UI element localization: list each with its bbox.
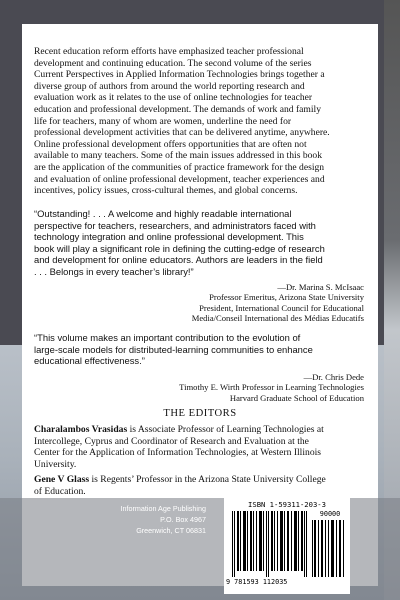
editor-bio-line: Intercollege, Cyprus and Coordinator of Research and Evaluation at the bbox=[34, 435, 309, 447]
editor-bio-line: Charalambos Vrasidas is Associate Professor of Learning Technologies at bbox=[34, 424, 324, 435]
endorsement-quote-line: technology integration and online professional development. This bbox=[34, 231, 304, 243]
isbn-label: ISBN 1-59311-203-3 bbox=[248, 500, 326, 509]
ean-digits: 9 781593 112035 bbox=[226, 578, 288, 586]
endorsement-quote-line: perspective for teachers, researchers, and administrators faced with bbox=[34, 219, 316, 231]
endorsement-quote-line: book will play a significant role in defining the cutting-edge of research bbox=[34, 242, 325, 254]
publisher-city: Greenwich, CT 06831 bbox=[136, 526, 206, 535]
ean-barcode-bars bbox=[232, 511, 308, 577]
publisher-po-box: P.O. Box 4967 bbox=[160, 515, 206, 524]
endorsement-quote-line: large-scale models for distributed-learning communities to enhance bbox=[34, 343, 313, 355]
editor-name: Charalambos Vrasidas bbox=[34, 424, 128, 435]
quote-attribution-line: Professor Emeritus, Arizona State University bbox=[209, 292, 364, 303]
blurb-line: incentives, policy issues, cross-cultural themes, and global concerns. bbox=[34, 185, 298, 197]
quote-attribution-line: Timothy E. Wirth Professor in Learning Technologies bbox=[179, 382, 364, 393]
publisher-name: Information Age Publishing bbox=[120, 504, 206, 513]
quote-attribution-line: President, International Council for Educational bbox=[199, 302, 364, 313]
blurb-line: available to many teachers. Some of the main issues addressed in this book bbox=[34, 150, 323, 162]
blurb-line: evaluation work as it relates to the use of online technologies for teacher bbox=[34, 92, 313, 104]
quote-attribution-line: Harvard Graduate School of Education bbox=[229, 392, 364, 403]
blurb-line: Current Perspectives in Applied Information Technologies brings together a bbox=[34, 69, 325, 81]
editor-bio-line: University. bbox=[34, 458, 77, 470]
blurb-line: education and professional development. The demands of work and family bbox=[34, 104, 322, 115]
blurb-line: are the application of the communities of practice framework for the design bbox=[34, 162, 325, 173]
blurb-line: development and continuing education. The second volume of the series bbox=[34, 57, 312, 69]
blurb-line: Recent education reform efforts have emphasized teacher professional bbox=[34, 46, 304, 57]
blurb-line: Online professional development offers opportunities that are often not bbox=[34, 138, 307, 150]
quote-attribution-line: —Dr. Marina S. McIsaac bbox=[277, 282, 364, 292]
endorsement-quote-line: and development for online educators. Authors are leaders in the field bbox=[34, 254, 323, 266]
price-addon-bars bbox=[312, 520, 346, 577]
blurb-line: professional development activities that can be delivered anytime, anywhere. bbox=[34, 127, 330, 139]
endorsement-quote-line: “Outstanding! . . . A welcome and highly readable international bbox=[34, 208, 292, 219]
blurb-line: diverse group of authors from around the world reporting research and bbox=[34, 80, 305, 92]
isbn-barcode bbox=[224, 498, 350, 594]
blurb-line: and evaluation of online professional development, teacher experiences and bbox=[34, 173, 325, 185]
publisher-address bbox=[106, 503, 206, 536]
endorsement-quote-line: educational effectiveness.” bbox=[34, 355, 145, 367]
editor-bio-line: Gene V Glass is Regents’ Professor in the Arizona State University College bbox=[34, 474, 326, 485]
editor-bio-line: Center for the Application of Information Technologies, at Western Illinois bbox=[34, 447, 322, 459]
endorsement-quote-line: . . . Belongs in every teacher’s library!” bbox=[34, 266, 194, 277]
price-addon-digits: 90000 bbox=[319, 510, 341, 518]
editor-name: Gene V Glass bbox=[34, 474, 90, 485]
blurb-line: life for teachers, many of whom are women, underline the need for bbox=[34, 115, 292, 127]
endorsement-quote-line: “This volume makes an important contribution to the evolution of bbox=[34, 332, 301, 343]
editors-heading: THE EDITORS bbox=[163, 408, 237, 419]
quote-attribution-line: —Dr. Chris Dede bbox=[303, 372, 364, 382]
editor-bio-line: of Education. bbox=[34, 485, 86, 497]
quote-attribution-line: Media/Conseil International des Médias Educatifs bbox=[191, 313, 364, 324]
